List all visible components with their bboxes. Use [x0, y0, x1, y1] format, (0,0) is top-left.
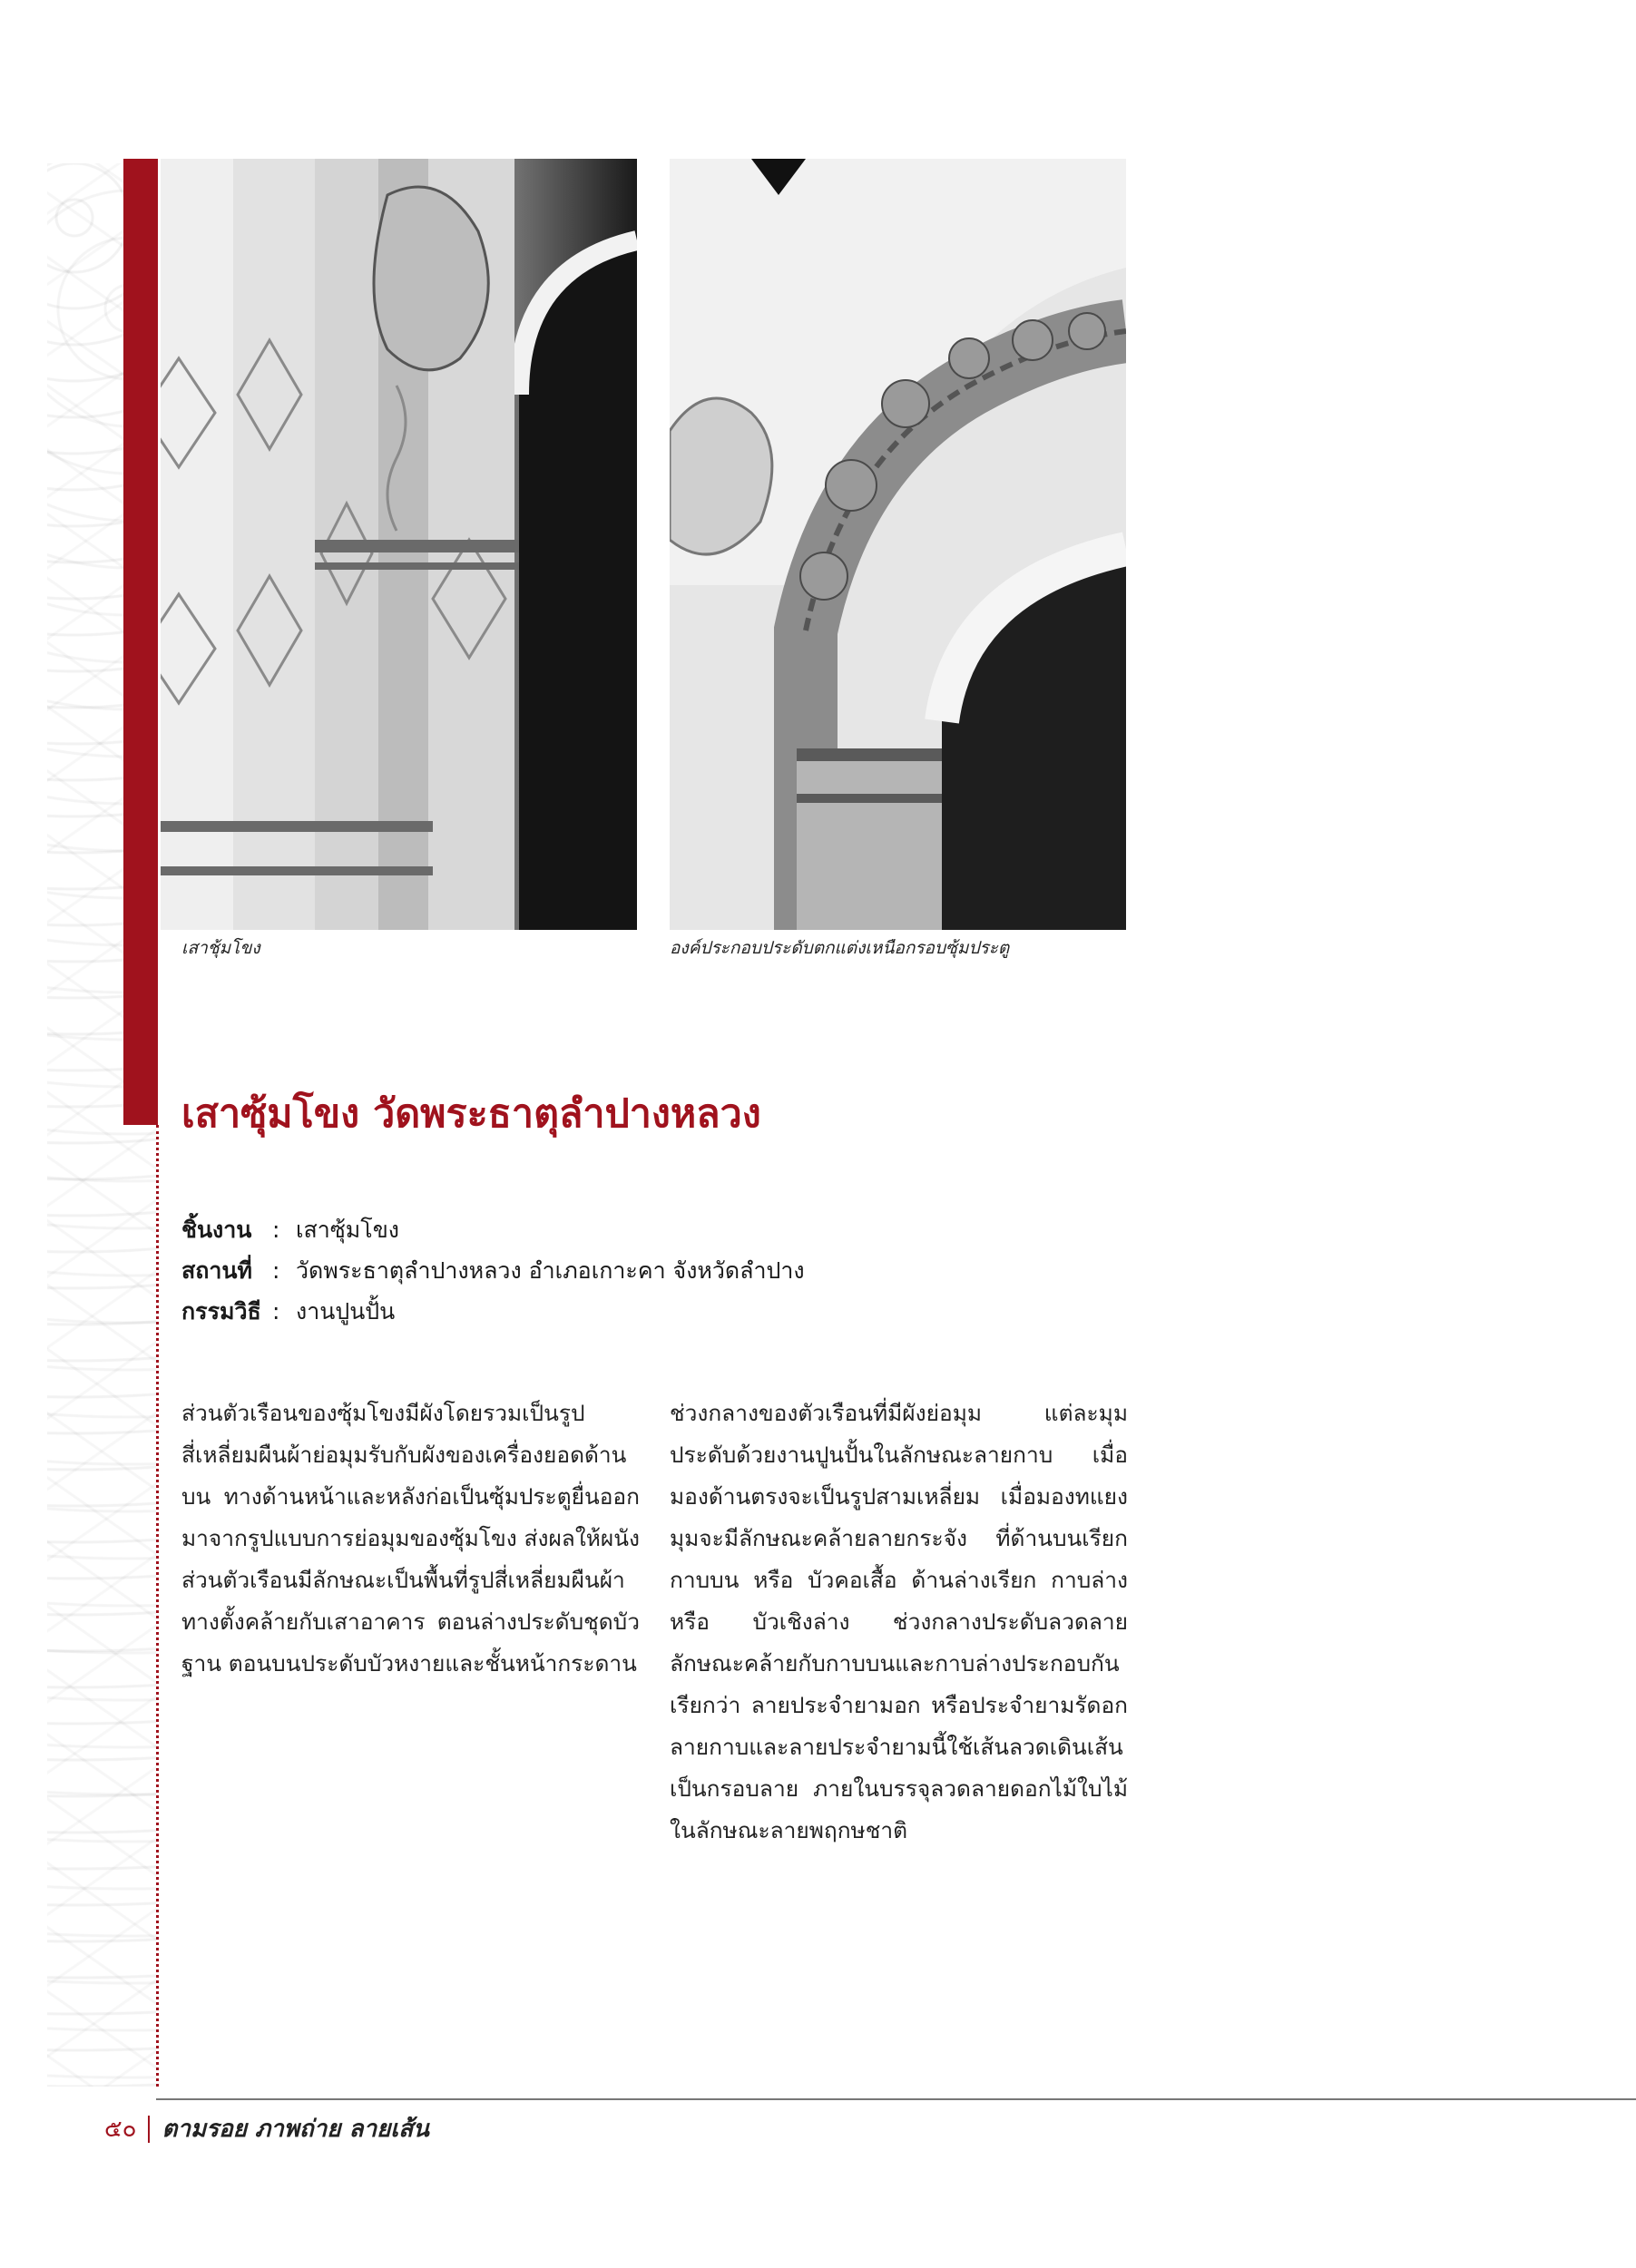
info-row-location — [181, 1250, 1089, 1291]
page-footer — [104, 2110, 429, 2147]
footer-divider — [148, 2116, 150, 2143]
info-list — [181, 1209, 1089, 1332]
body-text-column-1: ส่วนตัวเรือนของซุ้มโขงมีผังโดยรวมเป็นรูปสี่เหลี่ยมผืนผ้าย่อมุมรับกับผังของเครื่องยอดด้านบน ทางด้านหน้าและหลังก่อเป็นซุ้มประตูยื่นออกมาจากรูปแบบการย่อมุมของซุ้มโขง ส่งผลให้ผนังส่วนตัวเรือนมีลักษณะเป็นพื้นที่รูปสี่เหลี่ยมผืนผ้าทางตั้งคล้ายกับเสาอาคาร ตอนล่างประดับชุดบัวฐาน ตอนบนประดับบัวหงายและชั้นหน้ากระดาน — [181, 1400, 640, 1677]
photo-caption-left: เสาชุ้มโขง — [181, 938, 260, 958]
info-separator: : — [272, 1217, 280, 1243]
article-title: เสาซุ้มโขง วัดพระธาตุลำปางหลวง — [181, 1091, 761, 1137]
info-label: กรรมวิธี — [181, 1298, 261, 1325]
publication-title: ตามรอย ภาพถ่าย ลายเส้น — [162, 2116, 429, 2143]
page-number: ๕๐ — [104, 2116, 137, 2143]
info-value: วัดพระธาตุลำปางหลวง อำเภอเกาะคา จังหวัดลำปาง — [296, 1257, 805, 1284]
accent-bar — [123, 159, 158, 1125]
info-separator: : — [272, 1298, 280, 1325]
info-row-technique — [181, 1291, 1089, 1332]
info-value: งานปูนปั้น — [296, 1298, 396, 1325]
stucco-column-photo — [161, 159, 637, 930]
info-label: ชิ้นงาน — [181, 1217, 252, 1243]
stucco-arch-photo — [670, 159, 1126, 930]
footer-rule — [156, 2098, 1636, 2100]
info-row-piece — [181, 1209, 1089, 1250]
margin-dotted-line — [156, 1125, 159, 2087]
info-value: เสาซุ้มโขง — [296, 1217, 400, 1243]
info-separator: : — [272, 1257, 280, 1284]
info-label: สถานที่ — [181, 1257, 253, 1284]
body-text-column-2: ช่วงกลางของตัวเรือนที่มีผังย่อมุม แต่ละมุมประดับด้วยงานปูนปั้นในลักษณะลายกาบ เมื่อมองด้านตรงจะเป็นรูปสามเหลี่ยม เมื่อมองทแยงมุมจะมีลักษณะคล้ายลายกระจัง ที่ด้านบนเรียก กาบบน หรือ บัวคอเสื้อ ด้านล่างเรียก กาบล่าง หรือ บัวเชิงล่าง ช่วงกลางประดับลวดลายลักษณะคล้ายกับกาบบนและกาบล่างประกอบกัน เรียกว่า ลายประจำยามอก หรือประจำยามรัดอก ลายกาบและลายประจำยามนี้ใช้เส้นลวดเดินเส้นเป็นกรอบลาย ภายในบรรจุลวดลายดอกไม้ใบไม้ ในลักษณะลายพฤกษชาติ — [670, 1400, 1128, 1843]
photo-caption-right: องค์ประกอบประดับตกแต่งเหนือกรอบซุ้มประตู — [670, 938, 1010, 958]
